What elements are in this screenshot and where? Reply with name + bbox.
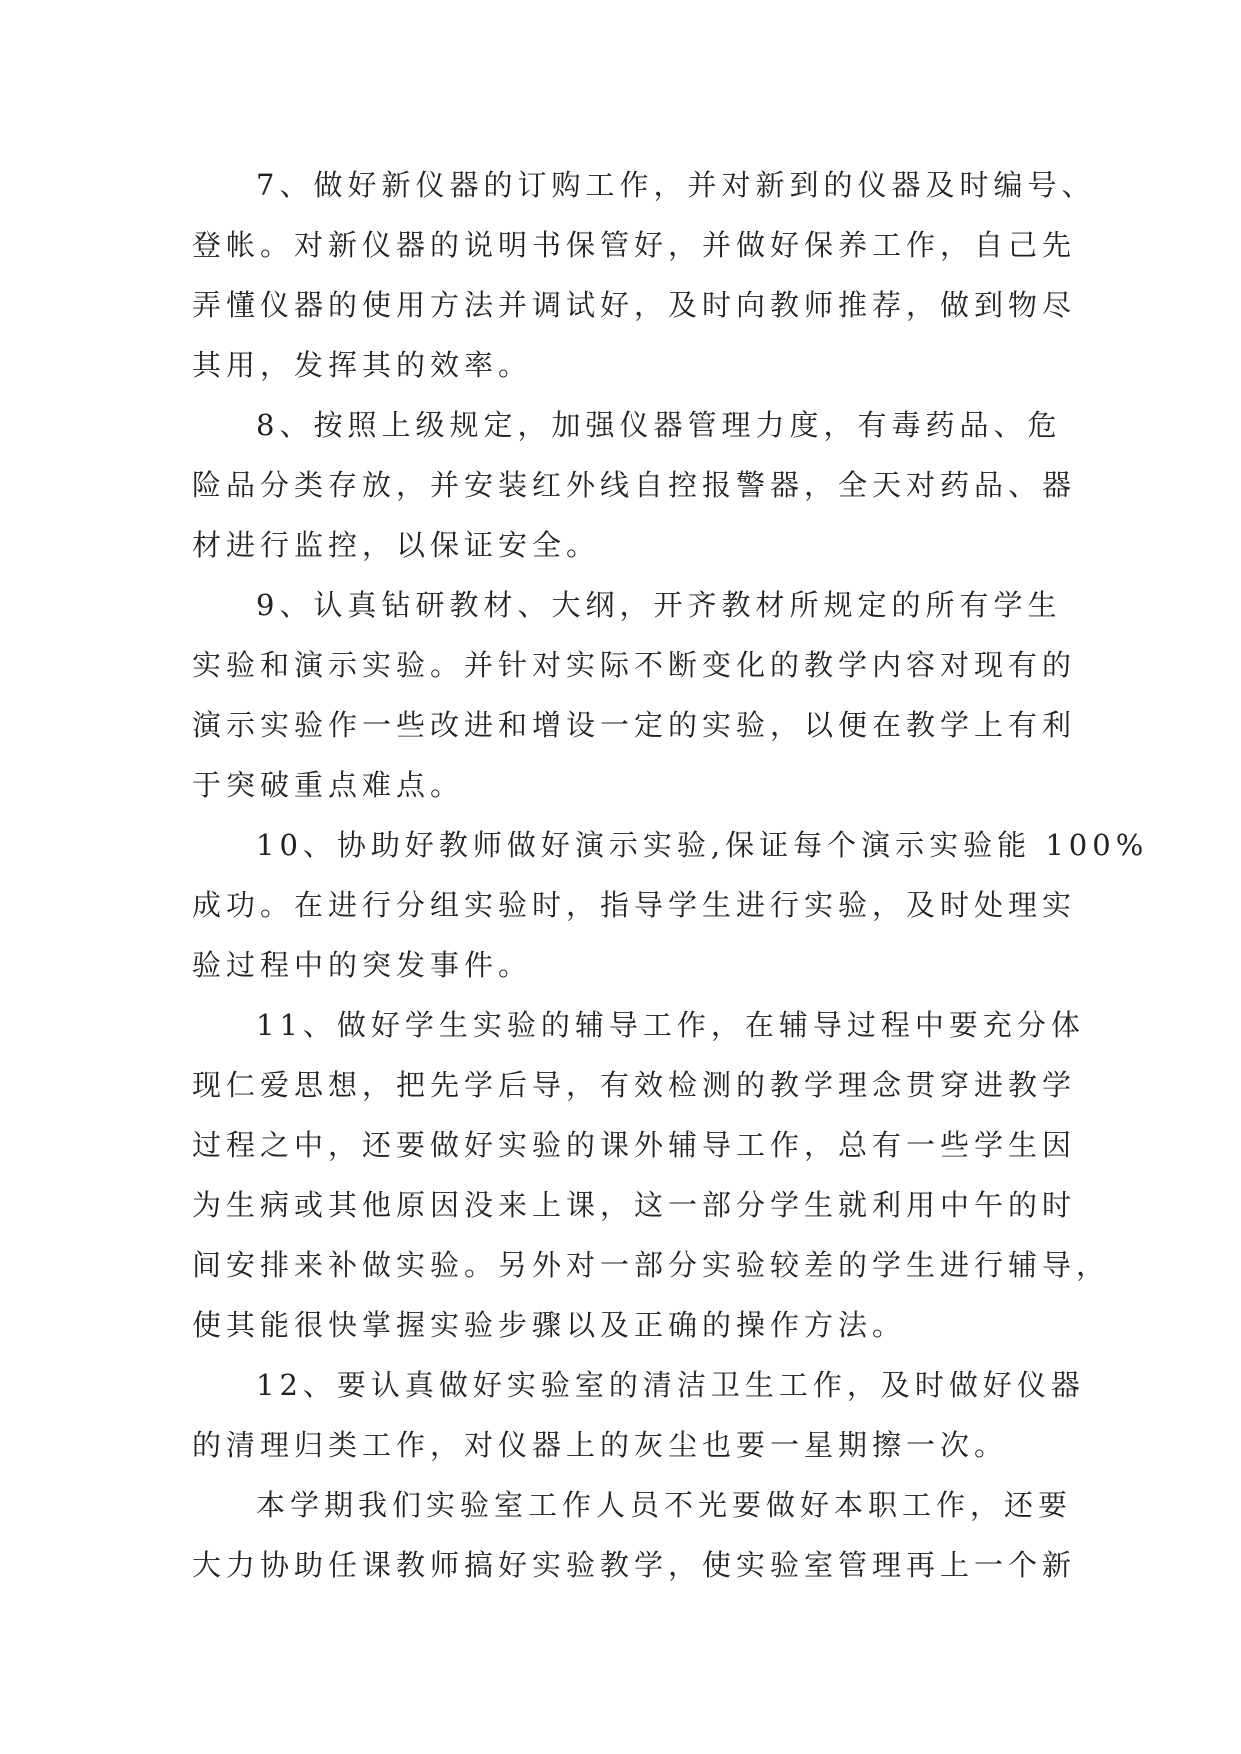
text-line: 材进行监控，以保证安全。 — [192, 528, 601, 562]
text-line: 现仁爱思想，把先学后导，有效检测的教学理念贯穿进教学 — [192, 1068, 1077, 1102]
paragraph-item-8 — [192, 395, 1077, 575]
text-line: 为生病或其他原因没来上课，这一部分学生就利用中午的时 — [192, 1188, 1077, 1222]
text-line: 7、做好新仪器的订购工作，并对新到的仪器及时编号、 — [256, 168, 1096, 202]
paragraph-item-11 — [192, 995, 1111, 1355]
text-line: 实验和演示实验。并针对实际不断变化的教学内容对现有的 — [192, 648, 1077, 682]
text-line: 大力协助任课教师搞好实验教学，使实验室管理再上一个新 — [192, 1548, 1077, 1582]
paragraph-item-12 — [192, 1355, 1085, 1475]
text-line: 本学期我们实验室工作人员不光要做好本职工作，还要 — [256, 1488, 1073, 1522]
text-line: 演示实验作一些改进和增设一定的实验，以便在教学上有利 — [192, 708, 1077, 742]
document-body — [192, 155, 1149, 1595]
text-line: 间安排来补做实验。另外对一部分实验较差的学生进行辅导， — [192, 1248, 1111, 1282]
text-line: 于突破重点难点。 — [192, 768, 465, 802]
paragraph-item-9 — [192, 575, 1077, 815]
text-line: 成功。在进行分组实验时，指导学生进行实验，及时处理实 — [192, 888, 1077, 922]
paragraph-item-10 — [192, 815, 1149, 995]
paragraph-item-7 — [192, 155, 1096, 395]
text-line: 使其能很快掌握实验步骤以及正确的操作方法。 — [192, 1308, 907, 1342]
text-line: 验过程中的突发事件。 — [192, 948, 533, 982]
paragraph-conclusion — [192, 1475, 1077, 1595]
text-line: 的清理归类工作，对仪器上的灰尘也要一星期擦一次。 — [192, 1428, 1009, 1462]
text-line: 11、做好学生实验的辅导工作，在辅导过程中要充分体 — [256, 1008, 1085, 1042]
text-line: 弄懂仪器的使用方法并调试好，及时向教师推荐，做到物尽 — [192, 288, 1077, 322]
text-line: 登帐。对新仪器的说明书保管好，并做好保养工作，自己先 — [192, 228, 1077, 262]
text-line: 险品分类存放，并安装红外线自控报警器，全天对药品、器 — [192, 468, 1077, 502]
text-line: 8、按照上级规定，加强仪器管理力度，有毒药品、危 — [256, 408, 1062, 442]
text-line: 过程之中，还要做好实验的课外辅导工作，总有一些学生因 — [192, 1128, 1077, 1162]
text-line: 10、协助好教师做好演示实验,保证每个演示实验能 100% — [256, 828, 1149, 862]
text-line: 9、认真钻研教材、大纲，开齐教材所规定的所有学生 — [256, 588, 1062, 622]
text-line: 其用，发挥其的效率。 — [192, 348, 533, 382]
text-line: 12、要认真做好实验室的清洁卫生工作，及时做好仪器 — [256, 1368, 1085, 1402]
